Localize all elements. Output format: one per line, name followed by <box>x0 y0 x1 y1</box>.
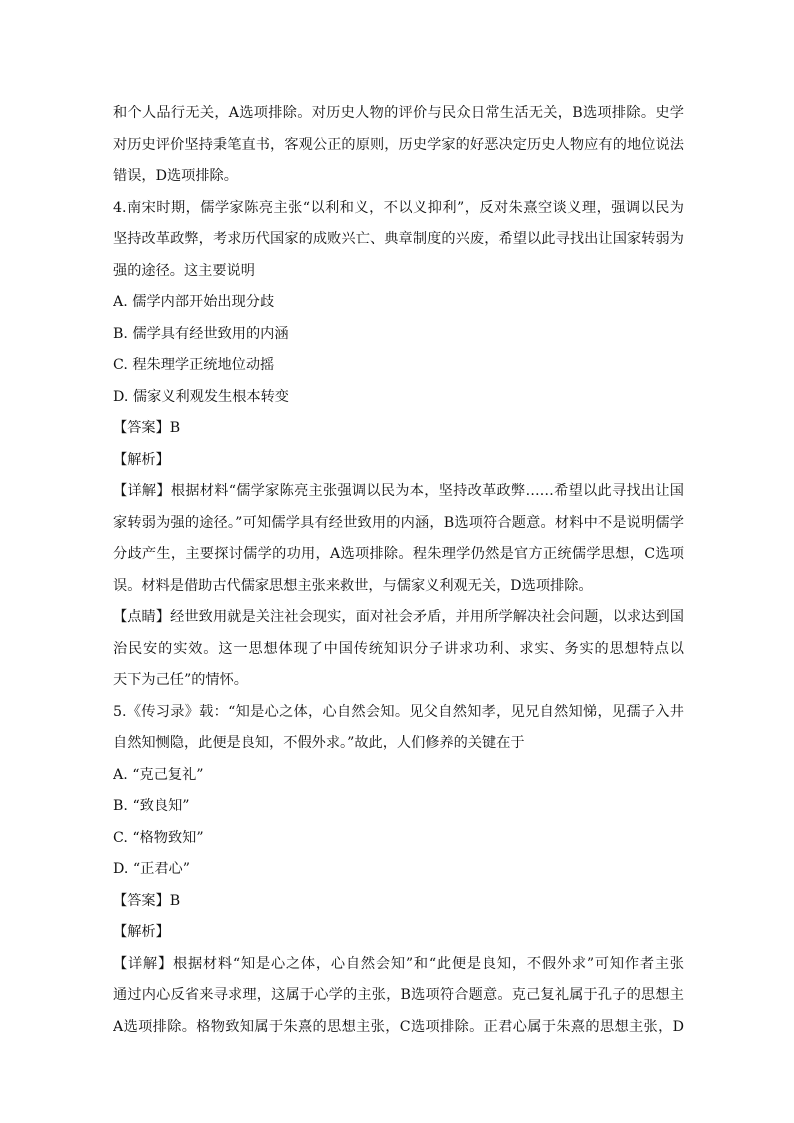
question-5-option-b: B. “致良知” <box>113 798 190 814</box>
question-4-stem: 强的途径。这主要说明 <box>113 262 255 279</box>
question-4-note: 【点睛】经世致用就是关注社会现实，面对社会矛盾，并用所学解决社会问题，以求达到国 <box>113 609 684 625</box>
question-4-explanation: 家转弱为强的途径。”可知儒学具有经世致用的内涵，B选项符合题意。材料中不是说明儒学 <box>113 514 684 531</box>
document-body <box>113 98 684 1043</box>
question-5-stem: 5.《传习录》载：“知是心之体，心自然会知。见父自然知孝，见兄自然知悌，见孺子入井 <box>113 703 684 720</box>
question-4-option-b: B. 儒学具有经世致用的内涵 <box>113 325 289 342</box>
question-5-option-c: C. “格物致知” <box>113 829 204 846</box>
question-4-note: 治民安的实效。这一思想体现了中国传统知识分子讲求功利、求实、务实的思想特点以 <box>113 640 684 657</box>
question-5-option-a: A. “克己复礼” <box>113 766 204 783</box>
question-4-answer: 【答案】B <box>113 420 181 436</box>
question-5-explanation: 通过内心反省来寻求理，这属于心学的主张，B选项符合题意。克己复礼属于孔子的思想主 <box>113 987 684 1003</box>
question-5-answer: 【答案】B <box>113 892 181 909</box>
question-4-stem: 4.南宋时期，儒学家陈亮主张“以利和义，不以义抑利”，反对朱熹空谈义理，强调以民为 <box>113 199 684 216</box>
text-line: 和个人品行无关，A选项排除。对历史人物的评价与民众日常生活无关，B选项排除。史学 <box>113 105 684 121</box>
question-5-option-d: D. “正君心” <box>113 861 190 877</box>
question-4-explanation: 误。材料是借助古代儒家思想主张来救世，与儒家义利观无关，D选项排除。 <box>113 577 593 594</box>
question-4-option-c: C. 程朱理学正统地位动摇 <box>113 357 275 373</box>
question-5-explanation: 【详解】根据材料“知是心之体，心自然会知”和“此便是良知，不假外求”可知作者主张 <box>113 955 684 972</box>
question-4-explanation: 分歧产生，主要探讨儒学的功用，A选项排除。程朱理学仍然是官方正统儒学思想，C选项 <box>113 546 684 562</box>
text-line: 对历史评价坚持秉笔直书，客观公正的原则，历史学家的好恶决定历史人物应有的地位说法 <box>113 136 684 153</box>
question-4-option-d: D. 儒家义利观发生根本转变 <box>113 388 289 405</box>
question-4-explanation: 【详解】根据材料“儒学家陈亮主张强调以民为本，坚持改革政弊……希望以此寻找出让国 <box>113 483 684 499</box>
question-5-analysis-heading: 【解析】 <box>113 924 170 940</box>
text-line: 错误，D选项排除。 <box>113 168 238 184</box>
question-5-explanation: A选项排除。格物致知属于朱熹的思想主张，C选项排除。正君心属于朱熹的思想主张，D <box>113 1018 684 1035</box>
question-4-option-a: A. 儒学内部开始出现分歧 <box>113 294 275 310</box>
question-4-note: 天下为己任”的情怀。 <box>113 672 248 688</box>
question-4-analysis-heading: 【解析】 <box>113 451 170 468</box>
question-4-stem: 坚持改革政弊，考求历代国家的成败兴亡、典章制度的兴废，希望以此寻找出让国家转弱为 <box>113 231 684 247</box>
question-5-stem: 自然知恻隐，此便是良知，不假外求。”故此，人们修养的关键在于 <box>113 735 525 751</box>
